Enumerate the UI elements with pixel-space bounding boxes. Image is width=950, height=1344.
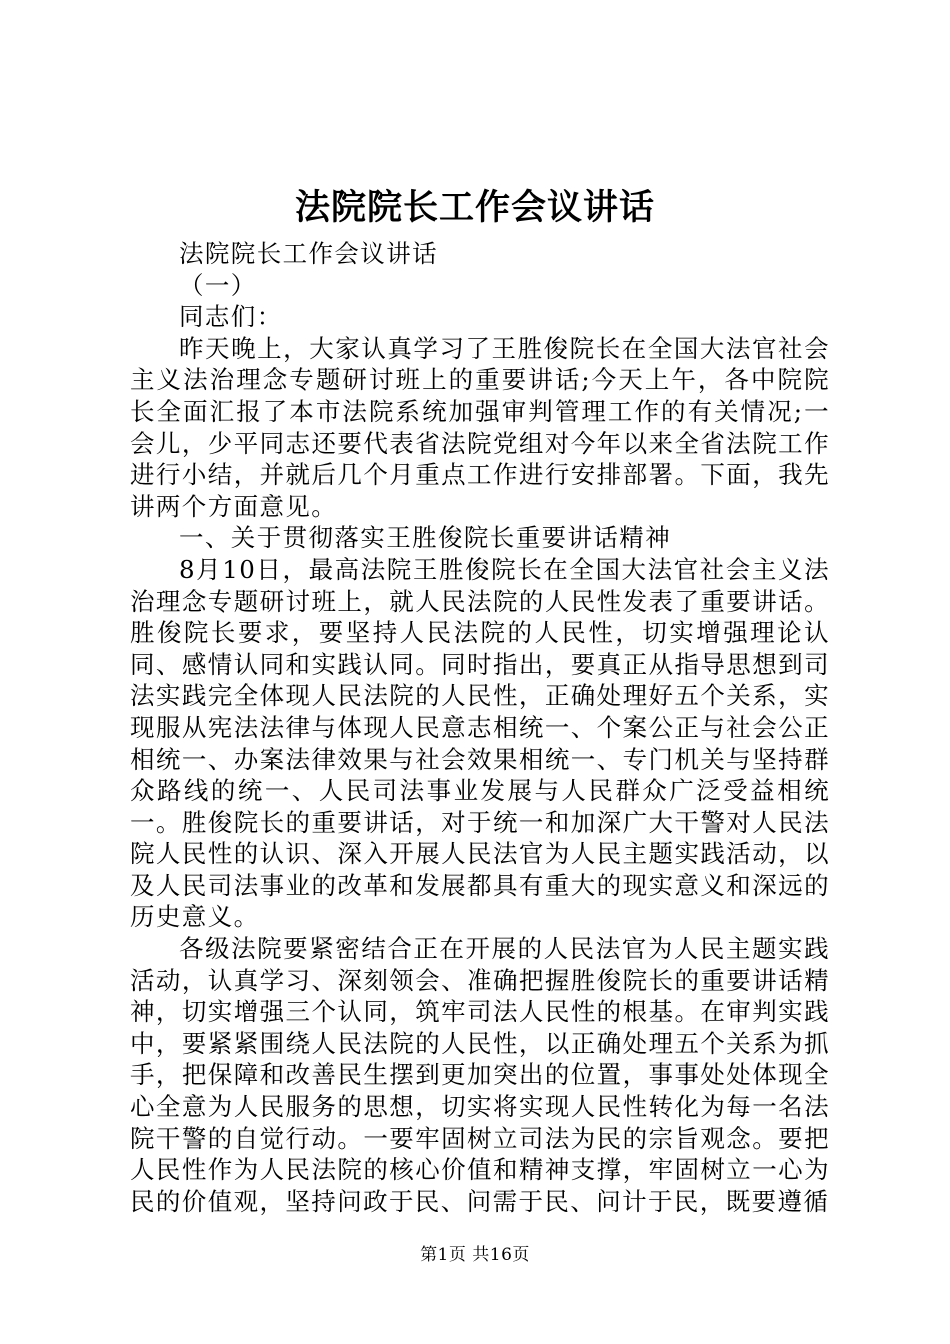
page-number-footer: 第1页 共16页	[420, 1245, 530, 1265]
section-heading: 一、关于贯彻落实王胜俊院长重要讲话精神	[179, 523, 672, 553]
body-paragraph: 昨天晚上，大家认真学习了王胜俊院长在全国大法官社会主义法治理念专题研讨班上的重要讲话;今天上午，各中院院长全面汇报了本市法院系统加强审判管理工作的有关情况;一会儿，少平同志还要代表省法院党组对今年以来全省法院工作进行小结，并就后几个月重点工作进行安排部署。下面，我先讲两个方面意见。	[130, 333, 830, 521]
body-section-number: （一）	[179, 270, 257, 300]
body-paragraph: 各级法院要紧密结合正在开展的人民法官为人民主题实践活动，认真学习、深刻领会、准确把握胜俊院长的重要讲话精神，切实增强三个认同，筑牢司法人民性的根基。在审判实践中，要紧紧围绕人民法院的人民性，以正确处理五个关系为抓手，把保障和改善民生摆到更加突出的位置，事事处处体现全心全意为人民服务的思想，切实将实现人民性转化为每一名法院干警的自觉行动。一要牢固树立司法为民的宗旨观念。要把人民性作为人民法院的核心价值和精神支撑，牢固树立一心为民的价值观，坚持问政于民、问需于民、问计于民，既要遵循	[130, 934, 830, 1216]
body-subtitle: 法院院长工作会议讲话	[179, 239, 438, 268]
document-title: 法院院长工作会议讲话	[294, 187, 655, 228]
document-body	[130, 238, 830, 1217]
body-salutation: 同志们：	[179, 302, 283, 332]
body-paragraph: 8月10日，最高法院王胜俊院长在全国大法官社会主义法治理念专题研讨班上，就人民法院的人民性发表了重要讲话。胜俊院长要求，要坚持人民法院的人民性，切实增强理论认同、感情认同和实践认同。同时指出，要真正从指导思想到司法实践完全体现人民法院的人民性，正确处理好五个关系，实现服从宪法法律与体现人民意志相统一、个案公正与社会公正相统一、办案法律效果与社会效果相统一、专门机关与坚持群众路线的统一、人民司法事业发展与人民群众广泛受益相统一。胜俊院长的重要讲话，对于统一和加深广大干警对人民法院人民性的认识、深入开展人民法官为人民主题实践活动，以及人民司法事业的改革和发展都具有重大的现实意义和深远的历史意义。	[130, 554, 830, 932]
